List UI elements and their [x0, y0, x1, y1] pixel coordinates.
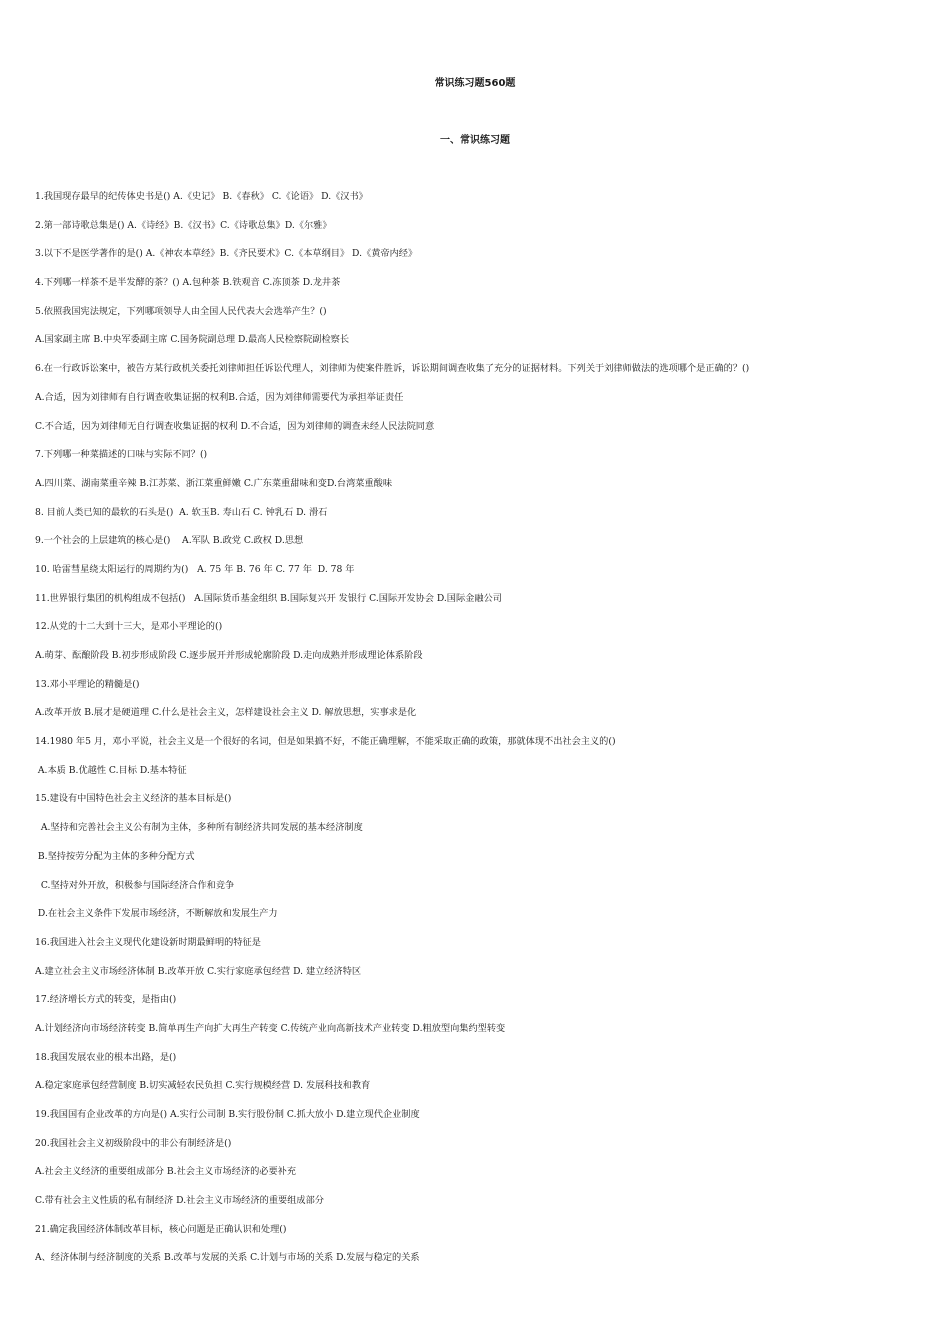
text-line: A.稳定家庭承包经营制度 B.切实减轻农民负担 C.实行规模经营 D. 发展科技和教育 [35, 1080, 371, 1092]
text-line: 19.我国国有企业改革的方向是() A.实行公司制 B.实行股份制 C.抓大放小 D.建立现代企业制度 [35, 1109, 420, 1120]
text-line: 17.经济增长方式的转变，是指由() [35, 994, 177, 1006]
section-title: 一、常识练习题 [440, 135, 510, 146]
text-line: B.坚持按劳分配为主体的多种分配方式 [35, 850, 195, 862]
text-line: 12.从党的十二大到十三大，是邓小平理论的() [35, 621, 223, 633]
text-line: C.不合适，因为刘律师无自行调查收集证据的权利 D.不合适，因为刘律师的调查未经人民法院同意 [35, 420, 435, 432]
text-line: 21.确定我国经济体制改革目标，核心问题是正确认识和处理() [35, 1223, 287, 1235]
document-title: 常识练习题560题 [434, 78, 516, 89]
text-line: A.国家副主席 B.中央军委副主席 C.国务院副总理 D.最高人民检察院副检察长 [35, 334, 350, 346]
text-line: 4.下列哪一样茶不是半发酵的茶？() A.包种茶 B.铁观音 C.冻顶茶 D.龙井茶 [35, 277, 341, 289]
text-line: 9.一个社会的上层建筑的核心是() A.军队 B.政党 C.政权 D.思想 [35, 535, 304, 547]
text-line: A.坚持和完善社会主义公有制为主体，多种所有制经济共同发展的基本经济制度 [35, 822, 363, 834]
text-line: A.计划经济向市场经济转变 B.简单再生产向扩大再生产转变 C.传统产业向高新技术产业转变 D.粗放型向集约型转变 [35, 1022, 506, 1034]
text-line: A.萌芽、酝酿阶段 B.初步形成阶段 C.逐步展开并形成轮廓阶段 D.走向成熟并形成理论体系阶段 [35, 650, 423, 661]
text-line: 15.建设有中国特色社会主义经济的基本目标是() [35, 793, 232, 805]
text-line: 20.我国社会主义初级阶段中的非公有制经济是() [35, 1137, 232, 1149]
text-line: A.四川菜、湖南菜重辛辣 B.江苏菜、浙江菜重鲜嫩 C.广东菜重甜味和变D.台湾菜重酸味 [35, 477, 393, 489]
text-line: 6.在一行政诉讼案中，被告方某行政机关委托刘律师担任诉讼代理人，刘律师为使案件胜诉，诉讼期间调查收集了充分的证据材料。下列关于刘律师做法的选项哪个是正确的？() [35, 363, 750, 375]
text-line: A.建立社会主义市场经济体制 B.改革开放 C.实行家庭承包经营 D. 建立经济特区 [35, 965, 362, 977]
text-line: A.改革开放 B.展才是硬道理 C.什么是社会主义，怎样建设社会主义 D. 解放思想，实事求是化 [35, 707, 417, 719]
text-line: 1.我国现存最早的纪传体史书是() A.《史记》 B.《春秋》 C.《论语》 D.《汉书》 [35, 191, 368, 202]
text-line: 7.下列哪一种菜描述的口味与实际不同？() [35, 449, 208, 461]
text-line: 16.我国进入社会主义现代化建设新时期最鲜明的特征是 [35, 936, 261, 948]
text-line: A.合适，因为刘律师有自行调查收集证据的权利B.合适，因为刘律师需要代为承担举证责任 [35, 391, 404, 403]
text-line: A.社会主义经济的重要组成部分 B.社会主义市场经济的必要补充 [35, 1166, 297, 1178]
text-line: 2.第一部诗歌总集是() A.《诗经》B.《汉书》C.《诗歌总集》D.《尔雅》 [35, 219, 332, 231]
text-line: 14.1980 年5 月，邓小平说，社会主义是一个很好的名词，但是如果搞不好，不能正确理解，不能采取正确的政策，那就体现不出社会主义的() [35, 736, 616, 748]
text-line: 11.世界银行集团的机构组成不包括() A.国际货币基金组织 B.国际复兴开 发银行 C.国际开发协会 D.国际金融公司 [35, 592, 502, 604]
text-line: 13.邓小平理论的精髓是() [35, 678, 140, 690]
text-line: A、经济体制与经济制度的关系 B.改革与发展的关系 C.计划与市场的关系 D.发展与稳定的关系 [35, 1252, 420, 1264]
text-line: A.本质 B.优越性 C.目标 D.基本特征 [35, 764, 187, 776]
text-line: 5.依照我国宪法规定，下列哪项领导人由全国人民代表大会选举产生？() [35, 305, 327, 317]
text-line: 8. 目前人类已知的最软的石头是() A. 软玉B. 寿山石 C. 钟乳石 D. 滑石 [35, 506, 328, 518]
text-line: 3.以下不是医学著作的是() A.《神农本草经》B.《齐民要术》C.《本草纲目》 D.《黄帝内经》 [35, 248, 418, 260]
question-list [35, 190, 915, 1280]
text-line: C.带有社会主义性质的私有制经济 D.社会主义市场经济的重要组成部分 [35, 1195, 324, 1207]
text-line: 10. 哈雷彗星绕太阳运行的周期约为() A. 75 年 B. 76 年 C. 77 年 D. 78 年 [35, 563, 355, 575]
text-line: C.坚持对外开放，积极参与国际经济合作和竞争 [35, 879, 235, 891]
text-line: 18.我国发展农业的根本出路，是() [35, 1051, 177, 1063]
text-line: D.在社会主义条件下发展市场经济，不断解放和发展生产力 [35, 908, 278, 920]
